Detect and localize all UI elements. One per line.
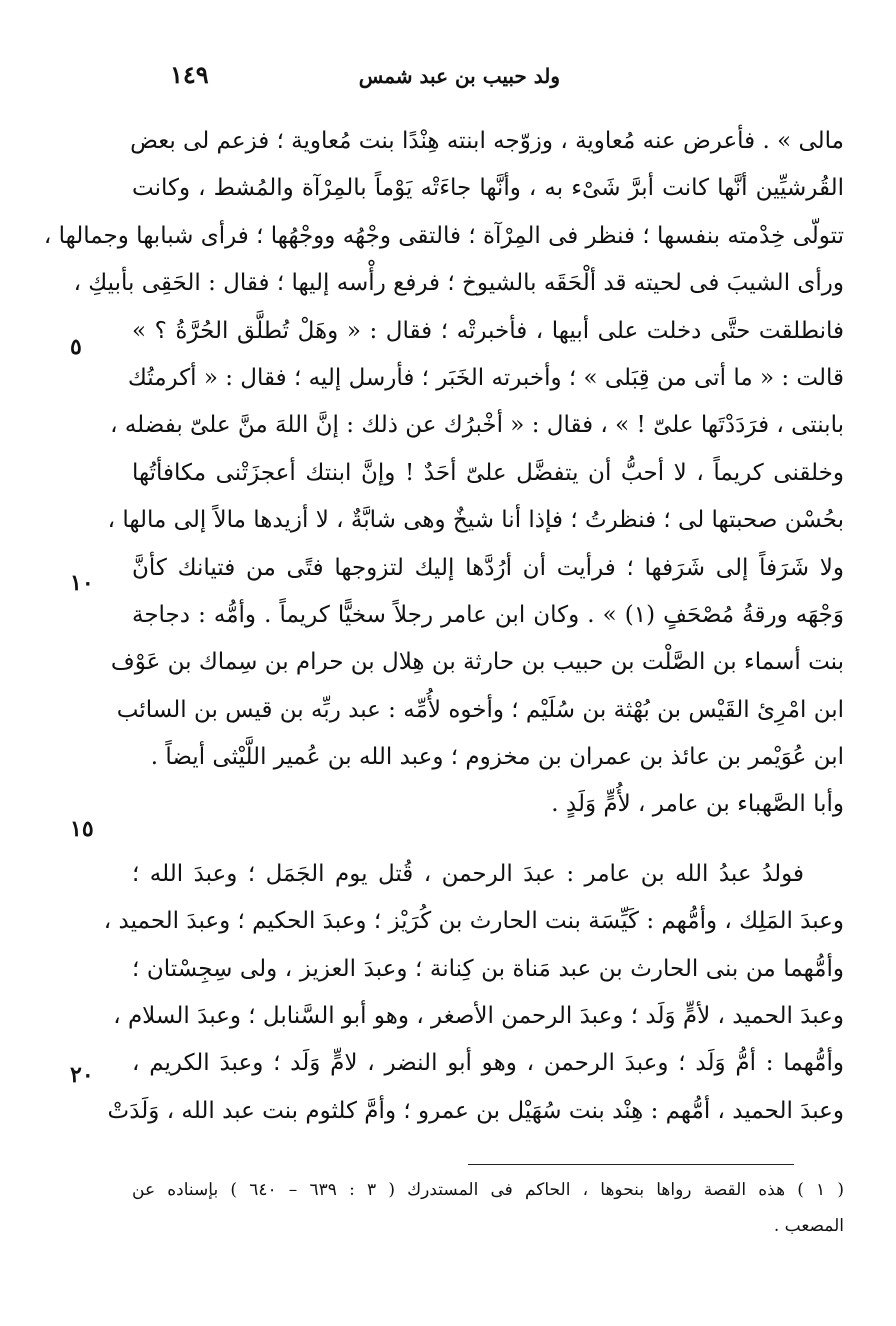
text-line: مالى » . فأعرض عنه مُعاوية ، وزوّجه ابنته هِنْدًا بنت مُعاوية ؛ فزعم لى بعض [130, 128, 844, 154]
text-line: ابن امْرِئ القَيْس بن بُهْثة بن سُلَيْم ؛ وأخوه لأُمِّه : عبد ربِّه بن قيس بن السائب [116, 696, 844, 723]
text-line: بحُسْن صحبتها لى ؛ فنظرتُ ؛ فإذا أنا شيخٌ وهى شابَّةٌ ، لا أزيدها مالاً إلى مالها ، [107, 507, 844, 534]
footnote-line: المصعب . [773, 1216, 844, 1236]
text-line: ورأى الشيبَ فى لحيته قد ألْحَقَه بالشيوخ ؛ فرفع رأْسه إليها ؛ فقال : الحَقِى بأبيكِ ، [73, 270, 844, 297]
text-line: قالت : « ما أتى من قِبَلى » ؛ وأخبرته الخَبَر ؛ فأرسل إليه ؛ فقال : « أكرمتُك [127, 364, 844, 391]
text-line: تتولّى خِدْمته بنفسها ؛ فنظر فى المِرْآة ؛ فالتقى وجْهُه ووجْهُها ؛ فرأى شبابها وجمالها ، [43, 222, 844, 249]
running-title: ولد حبيب بن عبد شمس [358, 64, 560, 88]
text-line: بنت أسماء بن الصَّلْت بن حبيب بن حارثة بن هِلال بن حرام بن سِماك بن عَوْف [110, 649, 844, 676]
text-line: ولا شَرَفاً إلى شَرَفها ؛ فرأيت أن أرُدَّها إليك لتزوجها فتًى من فتيانك كأنَّ [132, 554, 844, 581]
line-number-15: ١٥ [70, 816, 94, 842]
text-line: وأمُّهما من بنى الحارث بن عبد مَناة بن كِنانة ؛ وعبدَ العزيز ، ولى سِجِسْتان ؛ [132, 955, 844, 982]
text-line: فولدُ عبدُ الله بن عامر : عبدَ الرحمن ، قُتل يوم الجَمَل ؛ وعبدَ الله ؛ [132, 860, 804, 887]
text-line: القُرشيِّين أنَّها كانت أبرَّ شَىْء به ، وأنَّها جاءَتْه يَوْماً بالمِرْآة والمُشط ، وكانت [132, 175, 844, 202]
text-line: فانطلقت حتَّى دخلت على أبيها ، فأخبرتْه ؛ فقال : « وهَلْ تُطلَّق الحُرَّةُ ؟ » [132, 317, 844, 344]
page-number: ١٤٩ [170, 60, 209, 89]
line-number-20: ٢٠ [70, 1062, 94, 1088]
text-line: وعبدَ الحميد ، لأمٍّ وَلَد ؛ وعبدَ الرحمن الأصغر ، وهو أبو السَّنابل ؛ وعبدَ السلام ، [113, 1003, 844, 1030]
text-line: وعبدَ الحميد ، أمُّهم : هِنْد بنت سُهَيْل بن عمرو ؛ وأمَّ كلثوم بنت عبد الله ، وَلَدَتْ [107, 1097, 844, 1124]
text-line: وعبدَ المَلِك ، وأمُّهم : كَيِّسَة بنت الحارث بن كُرَيْز ؛ وعبدَ الحكيم ؛ وعبدَ الحميد ، [103, 908, 844, 935]
line-number-5: ٥ [70, 334, 82, 360]
footnote-rule [468, 1164, 794, 1165]
text-line: وأبا الصَّهباء بن عامر ، لأُمٍّ وَلَدٍ . [551, 791, 844, 818]
text-line: وأمُّهما : أمُّ وَلَد ؛ وعبدَ الرحمن ، وهو أبو النضر ، لامٍّ وَلَد ؛ وعبدَ الكريم ، [132, 1050, 844, 1077]
text-line: وَجْهَه ورقةُ مُصْحَفٍ (١) » . وكان ابن عامر رجلاً سخيًّا كريماً . وأمُّه : دجاجة [132, 601, 844, 628]
text-line: بابنتى ، فرَدَدْتَها علىّ ! » ، فقال : « أخْبرُك عن ذلك : إنَّ اللهَ منَّ علىّ بفضله ، [110, 412, 844, 439]
text-line: ابن عُوَيْمر بن عائذ بن عمران بن مخزوم ؛ وعبد الله بن عُمير اللَّيْثى أيضاً . [150, 744, 844, 771]
footnote [132, 1172, 844, 1244]
page-header [130, 58, 790, 98]
text-line: وخلقنى كريماً ، لا أحبُّ أن يتفضَّل علىّ أحَدٌ ! وإنَّ ابنتك أعجزَتْنى مكافأتُها [132, 459, 844, 486]
line-number-10: ١٠ [70, 570, 94, 596]
footnote-line: ( ١ ) هذه القصة رواها بنحوها ، الحاكم فى المستدرك ( ٣ : ٦٣٩ – ٦٤٠ ) بإسناده عن [132, 1180, 845, 1200]
